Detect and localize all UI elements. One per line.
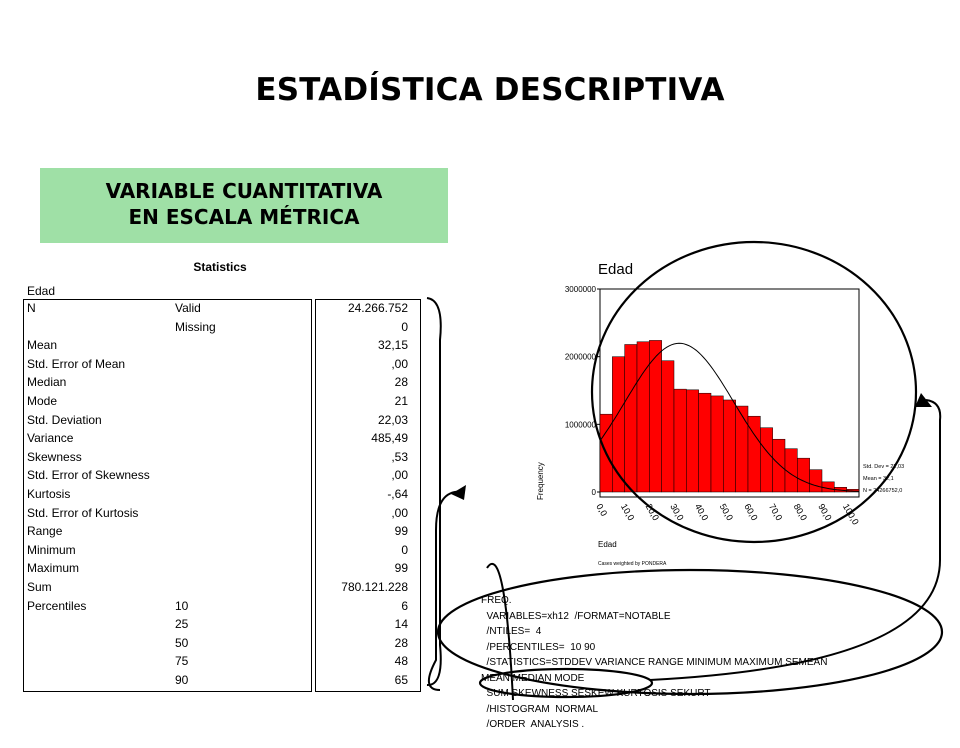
row-sublabel: Missing <box>175 319 216 334</box>
row-label: Percentiles <box>27 598 87 613</box>
row-label: Mean <box>27 338 58 353</box>
row-label: Std. Error of Kurtosis <box>27 505 139 520</box>
y-axis-label: Frequency <box>536 462 545 500</box>
histogram-bar <box>723 400 735 492</box>
row-value: 32,15 <box>377 338 408 353</box>
histogram-bar <box>822 482 834 492</box>
row-sublabel: 10 <box>175 598 189 613</box>
row-value: 28 <box>394 375 408 390</box>
syntax-line: /STATISTICS=STDDEV VARIANCE RANGE MINIMUM MAXIMUM SEMEAN <box>481 657 828 668</box>
histogram-bar <box>649 340 661 492</box>
x-tick-label: 40,0 <box>692 502 711 523</box>
row-value: 28 <box>394 635 408 650</box>
row-value: ,00 <box>391 356 408 371</box>
row-label: Maximum <box>27 561 80 576</box>
row-value: 14 <box>394 617 408 632</box>
syntax-line: SUM SKEWNESS SESKEW KURTOSIS SEKURT <box>481 688 711 699</box>
row-value: 21 <box>394 394 408 408</box>
row-label: Minimum <box>27 542 76 557</box>
histogram-bar <box>711 396 723 492</box>
row-value: ,53 <box>391 449 408 464</box>
y-tick-label: 0 <box>591 488 596 497</box>
chart-footnote: Cases weighted by PONDERA <box>598 561 667 567</box>
y-tick-label: 3000000 <box>564 285 596 294</box>
histogram-bar <box>760 428 772 492</box>
x-tick-label: 10,0 <box>618 502 637 523</box>
subtitle-line-1: VARIABLE CUANTITATIVA <box>105 179 383 203</box>
histogram-bar <box>736 406 748 492</box>
syntax-line: MEAN MEDIAN MODE <box>481 672 585 684</box>
histogram-bar <box>797 458 809 492</box>
row-label: Sum <box>27 580 52 594</box>
row-label: Median <box>27 375 67 390</box>
row-sublabel: Valid <box>175 301 201 315</box>
histogram-bar <box>810 470 822 492</box>
row-label: Std. Error of Skewness <box>27 468 150 483</box>
row-sublabel: 25 <box>175 617 189 632</box>
row-label: Skewness <box>27 449 82 464</box>
statistics-variable: Edad <box>27 284 56 298</box>
histogram-bar <box>637 342 649 492</box>
row-value: 65 <box>394 673 408 687</box>
syntax-ellipse <box>438 570 942 694</box>
row-value: 24.266.752 <box>347 301 408 315</box>
x-tick-label: 80,0 <box>791 502 810 523</box>
row-sublabel: 50 <box>175 635 189 650</box>
row-value: 0 <box>401 542 408 557</box>
x-tick-label: 60,0 <box>742 502 760 523</box>
histogram-bar <box>699 393 711 492</box>
slide-title: ESTADÍSTICA DESCRIPTIVA <box>255 72 725 108</box>
histogram-bar <box>625 344 637 492</box>
row-value: -,64 <box>387 487 408 501</box>
x-tick-label: 100,0 <box>840 502 861 527</box>
y-axis <box>565 285 600 497</box>
x-tick-label: 0,0 <box>594 502 610 518</box>
row-value: 99 <box>394 524 408 539</box>
x-tick-label: 50,0 <box>717 502 736 523</box>
x-tick-label: 20,0 <box>643 502 662 523</box>
x-axis <box>594 502 861 527</box>
row-label: Mode <box>27 394 58 408</box>
histogram-bar <box>785 449 797 492</box>
row-value: 0 <box>401 319 408 334</box>
legend-entry: N = 24266752,0 <box>863 488 903 494</box>
syntax-line: VARIABLES=xh12 /FORMAT=NOTABLE <box>481 610 671 622</box>
legend-entry: Mean = 32,1 <box>863 476 894 482</box>
syntax-line: /NTILES= 4 <box>481 626 542 637</box>
histogram-bar <box>686 390 698 492</box>
histogram-bar <box>773 439 785 492</box>
row-value: ,00 <box>391 468 408 483</box>
x-axis-label: Edad <box>598 540 617 549</box>
row-label: Std. Error of Mean <box>27 356 126 371</box>
row-label: Range <box>27 524 63 539</box>
row-value: ,00 <box>391 505 408 520</box>
histogram-bar <box>662 361 674 492</box>
chart-legend <box>863 464 904 494</box>
x-tick-label: 30,0 <box>668 502 686 523</box>
syntax-line: FREQ. <box>481 595 512 606</box>
histogram-command-ellipse <box>480 669 652 697</box>
x-tick-label: 70,0 <box>766 502 785 523</box>
row-value: 48 <box>394 654 408 669</box>
row-value: 99 <box>394 561 408 576</box>
arrow-to-table-line <box>429 492 464 690</box>
row-label: N <box>27 301 36 315</box>
row-value: 22,03 <box>377 412 408 427</box>
x-tick-label: 90,0 <box>816 502 834 523</box>
y-tick-label: 2000000 <box>564 352 596 362</box>
legend-entry: Std. Dev = 22,03 <box>863 464 905 470</box>
row-label: Variance <box>27 431 74 446</box>
syntax-line: /ORDER ANALYSIS . <box>481 719 585 730</box>
subtitle-line-2: EN ESCALA MÉTRICA <box>128 205 360 229</box>
y-tick-label: 1000000 <box>564 420 596 430</box>
row-label: Std. Deviation <box>27 412 102 427</box>
row-value: 6 <box>401 598 408 613</box>
row-value: 485,49 <box>371 431 408 446</box>
histogram-bar <box>674 389 686 492</box>
row-sublabel: 75 <box>175 654 189 669</box>
row-value: 780.121.228 <box>341 580 408 594</box>
syntax-line: /HISTOGRAM NORMAL <box>481 703 599 715</box>
chart-title: Edad <box>598 261 634 278</box>
histogram-bar <box>612 357 624 492</box>
syntax-line: /PERCENTILES= 10 90 <box>481 641 596 653</box>
row-sublabel: 90 <box>175 673 189 687</box>
row-label: Kurtosis <box>27 487 71 501</box>
statistics-caption: Statistics <box>193 260 247 274</box>
connector-curve <box>487 564 513 700</box>
